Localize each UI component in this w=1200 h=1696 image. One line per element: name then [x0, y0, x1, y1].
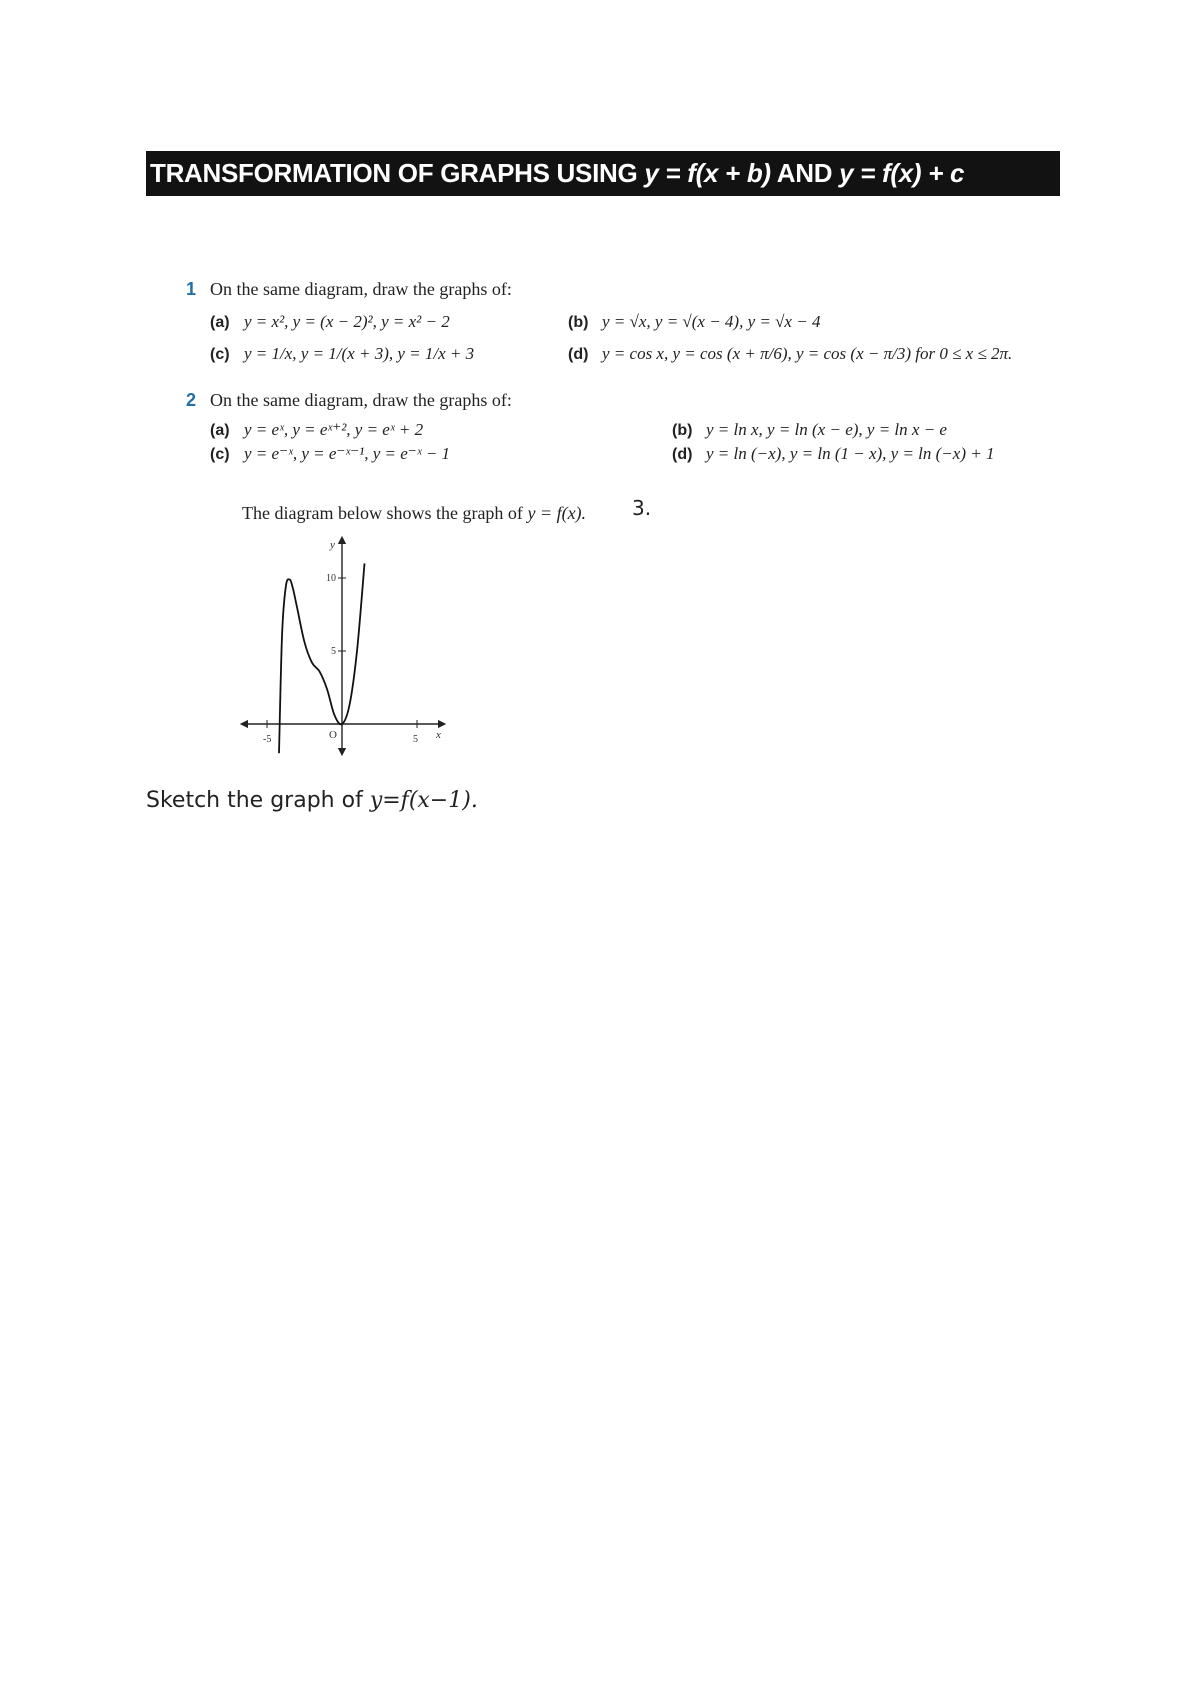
x-tick-label: 5: [413, 734, 418, 745]
q1-a-text: y = x², y = (x − 2)², y = x² − 2: [244, 312, 450, 331]
q1-b-label: (b): [568, 314, 589, 331]
q1-a-label: (a): [210, 314, 230, 331]
q2-a-text: y = eˣ, y = eˣ⁺², y = eˣ + 2: [244, 420, 424, 439]
q1-b-text: y = √x, y = √(x − 4), y = √x − 4: [602, 312, 821, 331]
y-tick-label: 5: [331, 646, 336, 657]
title-banner: [146, 151, 1060, 196]
q2-a: [210, 417, 423, 443]
q2-c-label: (c): [210, 446, 230, 463]
q2-b-text: y = ln x, y = ln (x − e), y = ln x − e: [706, 420, 947, 439]
q2-number: 2: [186, 390, 197, 410]
q3-caption-prefix: The diagram below shows the graph of: [242, 503, 523, 523]
q1-a: [210, 309, 450, 335]
title-eq1: y = f(x + b): [644, 158, 771, 188]
q1-c: [210, 341, 474, 367]
q1-c-label: (c): [210, 346, 230, 363]
y-tick-label: 10: [326, 573, 336, 584]
title-prefix: TRANSFORMATION OF GRAPHS USING: [150, 158, 638, 188]
title-eq2: y = f(x) + c: [839, 158, 965, 188]
q3-caption: [242, 503, 586, 524]
q2-c: [210, 441, 450, 467]
x-tick-label: -5: [263, 734, 272, 745]
q1-prompt: On the same diagram, draw the graphs of:: [210, 279, 512, 299]
q3-caption-eq: y = f(x).: [527, 503, 587, 523]
q1-c-text: y = 1/x, y = 1/(x + 3), y = 1/x + 3: [244, 344, 475, 363]
function-graph: [236, 536, 456, 756]
q1-d: [568, 341, 1012, 367]
q1-b: [568, 309, 820, 335]
q2-d: [672, 441, 994, 467]
x-axis-label: x: [436, 729, 441, 741]
origin-label: O: [329, 729, 337, 741]
q3-sketch-prefix: Sketch the graph of: [146, 788, 363, 813]
q2-d-text: y = ln (−x), y = ln (1 − x), y = ln (−x) + 1: [706, 444, 995, 463]
q2-b-label: (b): [672, 422, 693, 439]
q2-c-text: y = e⁻ˣ, y = e⁻ˣ⁻¹, y = e⁻ˣ − 1: [244, 444, 451, 463]
q1-prompt-line: [186, 277, 512, 301]
q1-number: 1: [186, 279, 197, 299]
q3-instruction: [146, 788, 478, 813]
curve-f-of-x: [279, 563, 365, 753]
q3-sketch-eq: y=f(x−1).: [369, 788, 478, 813]
q2-d-label: (d): [672, 446, 693, 463]
q2-prompt-line: [186, 388, 512, 412]
q2-b: [672, 417, 947, 443]
q2-prompt: On the same diagram, draw the graphs of:: [210, 390, 512, 410]
q2-a-label: (a): [210, 422, 230, 439]
title-joiner: AND: [776, 158, 833, 188]
y-axis-label: y: [330, 539, 335, 551]
q3-number: 3.: [632, 496, 652, 520]
q1-d-text: y = cos x, y = cos (x + π/6), y = cos (x − π/3) for 0 ≤ x ≤ 2π.: [602, 344, 1013, 363]
q1-d-label: (d): [568, 346, 589, 363]
